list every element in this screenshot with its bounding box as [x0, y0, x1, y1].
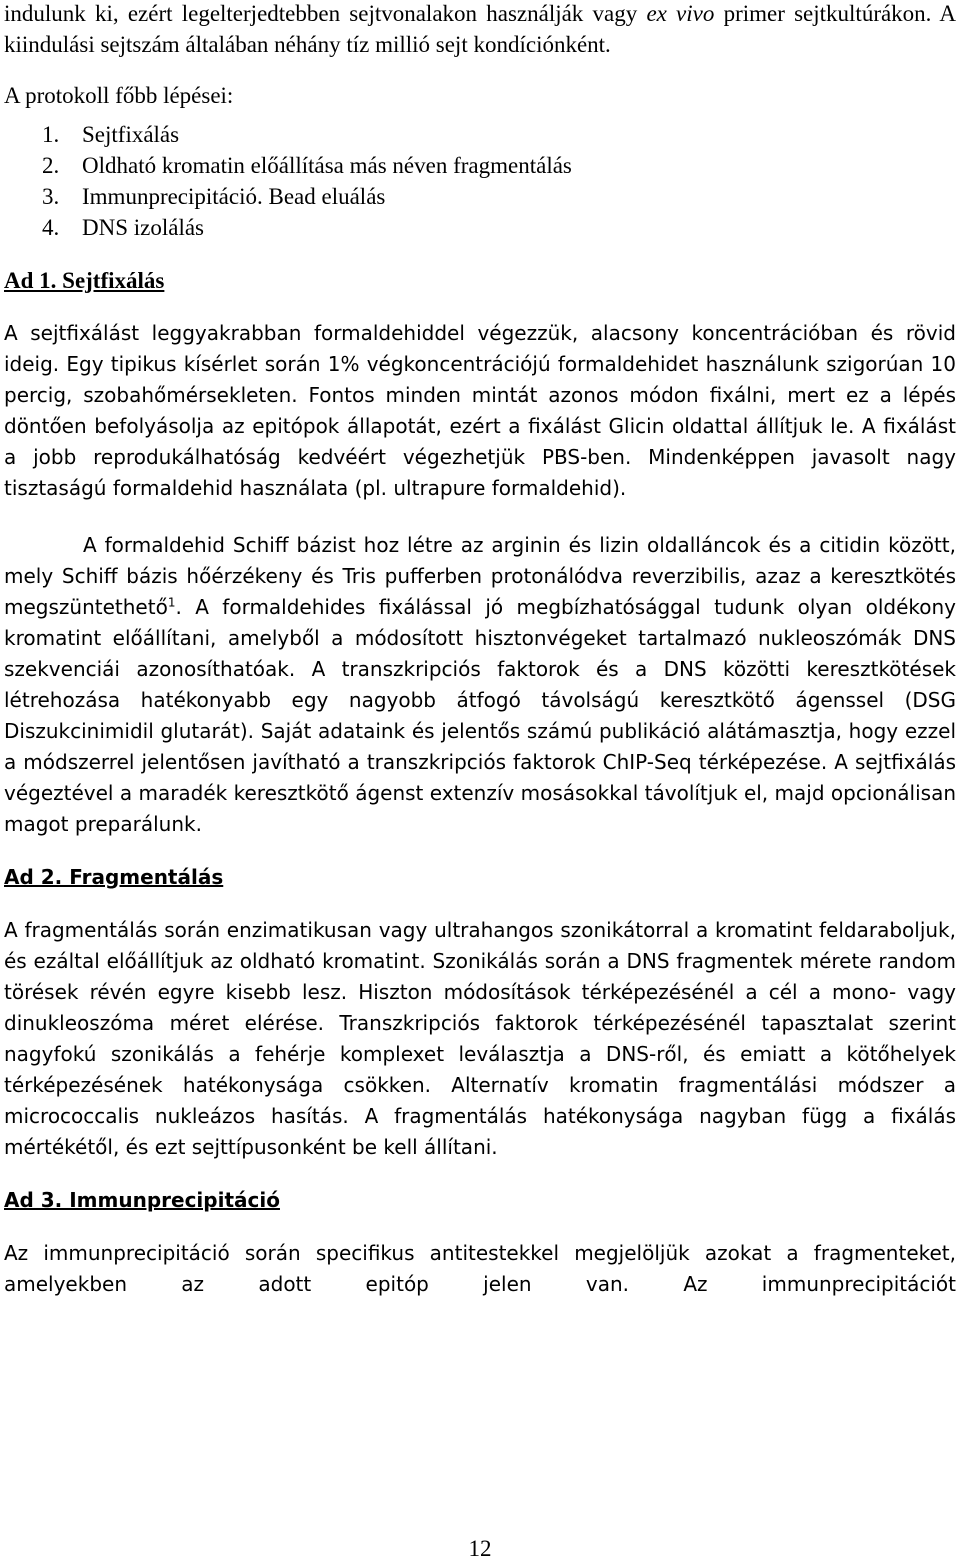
section-1-paragraph-1: A sejtfixálást leggyakrabban formaldehiddel végezzük, alacsony koncentrációban és rövid ideig. Egy tipikus kísérlet során 1% végkoncentrációjú formaldehidet használunk szigorúan 10 percig, szobahőmérsekleten. Fontos minden mintát azonos módon fixálni, mert ez a lépés döntően befolyásolja az epitópok állapotát, ezért a fixálást Glicin oldattal állítjuk le. A fixálást a jobb reprodukálhatóság kedvéért végezhetjük PBS-ben. Mindenképpen javasolt nagy tisztaságú formaldehid használata (pl. ultrapure formaldehid).	[4, 321, 956, 500]
list-item	[42, 181, 956, 212]
intro-paragraph	[4, 0, 956, 60]
section-1-paragraph-2	[4, 530, 956, 840]
step-label: DNS izolálás	[82, 215, 205, 240]
section-heading-immunprecipitacio: Ad 3. Immunprecipitáció	[4, 1188, 280, 1212]
list-item	[42, 212, 956, 243]
section-2-paragraph-1: A fragmentálás során enzimatikusan vagy ultrahangos szonikátorral a kromatint feldaraboljuk, és ezáltal előállítjuk az oldható kromatint. Szonikálás során a DNS fragmentek mérete random törések révén egyre kisebb lesz. Hiszton módosítások térképezésénél a cél a mono- vagy dinukleoszóma méret elérése. Transzkripciós faktorok térképezésénél tapasztalat szerint nagyfokú szonikálás a fehérje komplexet leválasztja a DNS-ről, és emiatt a kötőhelyek térképezésének hatékonysága csökken. Alternatív kromatin fragmentálási módszer a micrococcalis nukleázos hasítás. A fragmentálás hatékonysága nagyban függ a fixálás mértékétől, és ezt sejttípusonként be kell állítani.	[4, 918, 956, 1159]
list-item	[42, 119, 956, 150]
s1-p2-text-a: A formaldehid Schiff bázist hoz létre az arginin és lizin oldalláncok és a citidin között, mely Schiff bázis hőérzékeny és Tris pufferben protonálódva reverzibilis, azaz a keresztkötés megszüntethető	[4, 533, 956, 619]
step-label: Sejtfixálás	[82, 122, 180, 147]
document-page	[4, 0, 956, 1561]
protocol-steps-list	[4, 119, 956, 243]
s1-p2-text-b: . A formaldehides fixálással jó megbízhatósággal tudunk olyan oldékony kromatint előállítani, amelyből a módosított hisztonvégeket tartalmazó nukleoszómák DNS szekvenciái azonosíthatóak. A transzkripciós faktorok és a DNS közötti keresztkötések létrehozása hatékonyabb egy nagyobb átfogó távolságú keresztkötő ágenssel (DSG Diszukcinimidil glutarát). Saját adataink és jelentős számú publikáció alátámasztja, hogy ezzel a módszerrel jelentősen javítható a transzkripciós faktorok ChIP-Seq térképezése. A sejtfixálás végeztével a maradék keresztkötő ágenst extenzív mosásokkal távolítjuk el, majd opcionálisan magot preparálunk.	[4, 595, 956, 836]
intro-text-a: indulunk ki, ezért legelterjedtebben sejtvonalakon használják vagy	[4, 1, 647, 26]
section-heading-fragmentalas: Ad 2. Fragmentálás	[4, 865, 224, 889]
list-item	[42, 150, 956, 181]
step-label: Immunprecipitáció. Bead eluálás	[82, 184, 386, 209]
steps-intro: A protokoll főbb lépései:	[4, 83, 234, 108]
section-heading-sejtfixalas: Ad 1. Sejtfixálás	[4, 268, 165, 293]
intro-text-em: ex vivo	[646, 1, 715, 26]
footnote-ref: 1	[167, 595, 176, 610]
step-number: 1.	[42, 122, 60, 147]
page-number: 12	[468, 1536, 492, 1561]
step-number: 2.	[42, 153, 60, 178]
step-number: 3.	[42, 184, 60, 209]
step-label: Oldható kromatin előállítása más néven fragmentálás	[82, 153, 572, 178]
section-3-paragraph-1: Az immunprecipitáció során specifikus antitestekkel megjelöljük azokat a fragmenteket, amelyekben az adott epitóp jelen van. Az immunprecipitációt	[4, 1241, 956, 1296]
step-number: 4.	[42, 215, 60, 240]
intro-text-b: primer sejtkultúrákon. A kiindulási sejtszám általában néhány tíz millió sejt kondíciónként.	[4, 1, 956, 57]
